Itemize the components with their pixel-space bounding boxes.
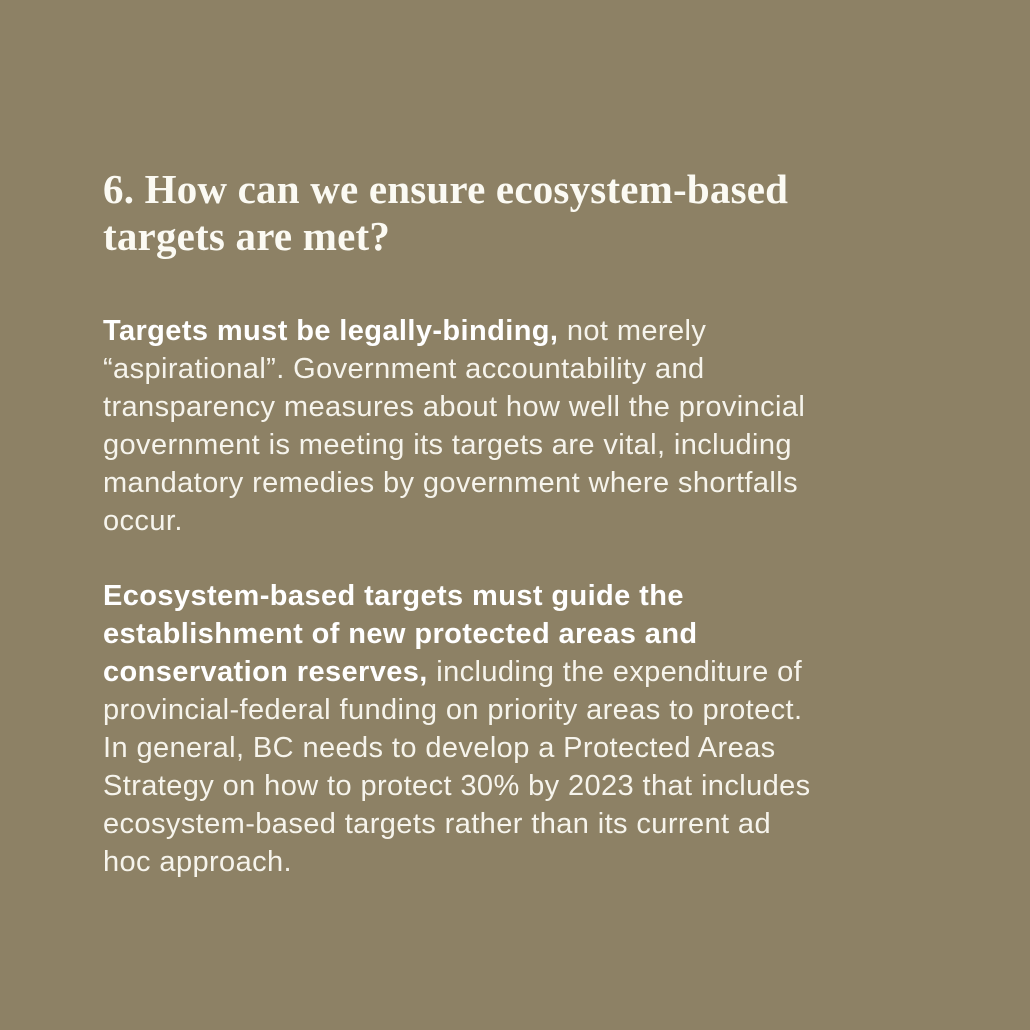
paragraph-line (103, 767, 929, 805)
paragraph-line (103, 464, 929, 502)
paragraph (103, 577, 929, 881)
paragraph-line (103, 577, 929, 615)
text-segment: transparency measures about how well the provincial (103, 391, 806, 423)
paragraph-line (103, 691, 929, 729)
page-title (103, 166, 929, 260)
bold-text-segment: establishment of new protected areas and (103, 618, 698, 650)
text-segment: occur. (103, 505, 183, 537)
page-title-line: 6. How can we ensure ecosystem-based (103, 166, 789, 212)
paragraph-line (103, 805, 929, 843)
text-segment: “aspirational”. Government accountability and (103, 353, 705, 385)
page-title-line: targets are met? (103, 213, 391, 259)
text-column (103, 166, 929, 881)
text-segment: mandatory remedies by government where shortfalls (103, 467, 798, 499)
paragraph-line (103, 388, 929, 426)
bold-text-segment: Targets must be legally-binding, (103, 315, 559, 347)
text-segment: In general, BC needs to develop a Protected Areas (103, 732, 776, 764)
paragraph (103, 312, 929, 540)
paragraph-line (103, 653, 929, 691)
bold-text-segment: Ecosystem-based targets must guide the (103, 580, 684, 612)
paragraph-line (103, 312, 929, 350)
bold-text-segment: conservation reserves, (103, 656, 428, 688)
body-text (103, 312, 929, 881)
text-segment: not merely (558, 315, 707, 347)
paragraph-line (103, 843, 929, 881)
text-segment: provincial-federal funding on priority areas to protect. (103, 694, 803, 726)
text-segment: government is meeting its targets are vital, including (103, 429, 792, 461)
text-segment: including the expenditure of (427, 656, 803, 688)
paragraph-line (103, 426, 929, 464)
paragraph-line (103, 502, 929, 540)
text-segment: hoc approach. (103, 846, 292, 878)
paragraph-line (103, 729, 929, 767)
paragraph-line (103, 350, 929, 388)
text-segment: ecosystem-based targets rather than its current ad (103, 808, 771, 840)
text-segment: Strategy on how to protect 30% by 2023 that includes (103, 770, 811, 802)
paragraph-line (103, 615, 929, 653)
